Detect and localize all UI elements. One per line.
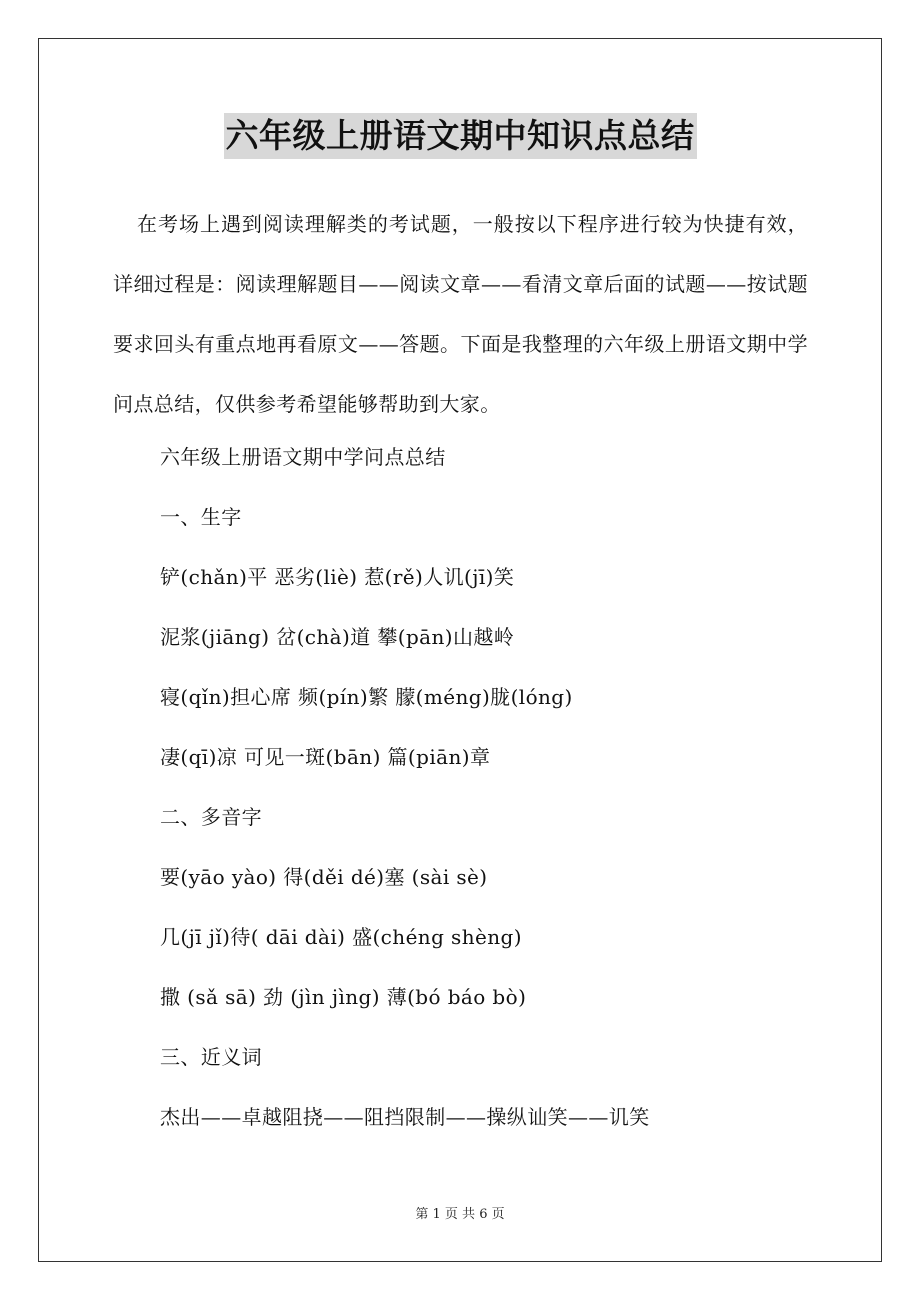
section-heading-polyphones: 二、多音字 [160, 805, 262, 829]
text-line: 几(jī jǐ)待( dāi dài) 盛(chéng shèng) [160, 925, 522, 949]
text-line: 杰出——卓越阻挠——阻挡限制——操纵讪笑——讥笑 [160, 1105, 650, 1129]
document-title: 六年级上册语文期中知识点总结 [224, 113, 697, 159]
section-heading-summary: 六年级上册语文期中学问点总结 [160, 445, 446, 469]
text-line: 泥浆(jiāng) 岔(chà)道 攀(pān)山越岭 [160, 625, 515, 649]
text-line: 铲(chǎn)平 恶劣(liè) 惹(rě)人讥(jī)笑 [160, 565, 515, 589]
title-wrap [0, 113, 920, 159]
text-line: 撒 (sǎ sā) 劲 (jìn jìng) 薄(bó báo bò) [160, 985, 527, 1009]
text-line: 要(yāo yào) 得(děi dé)塞 (sài sè) [160, 865, 488, 889]
section-heading-new-characters: 一、生字 [160, 505, 242, 529]
intro-paragraph: 在考场上遇到阅读理解类的考试题，一般按以下程序进行较为快捷有效，详细过程是：阅读理解题目——阅读文章——看清文章后面的试题——按试题要求回头有重点地再看原文——答题。下面是我整理的六年级上册语文期中学问点总结，仅供参考希望能够帮助到大家。 [113, 212, 808, 416]
text-line: 凄(qī)凉 可见一斑(bān) 篇(piān)章 [160, 745, 491, 769]
text-line: 寝(qǐn)担心席 频(pín)繁 朦(méng)胧(lóng) [160, 685, 573, 709]
page-footer: 第 1 页 共 6 页 [415, 1207, 505, 1222]
section-heading-synonyms: 三、近义词 [160, 1045, 262, 1069]
